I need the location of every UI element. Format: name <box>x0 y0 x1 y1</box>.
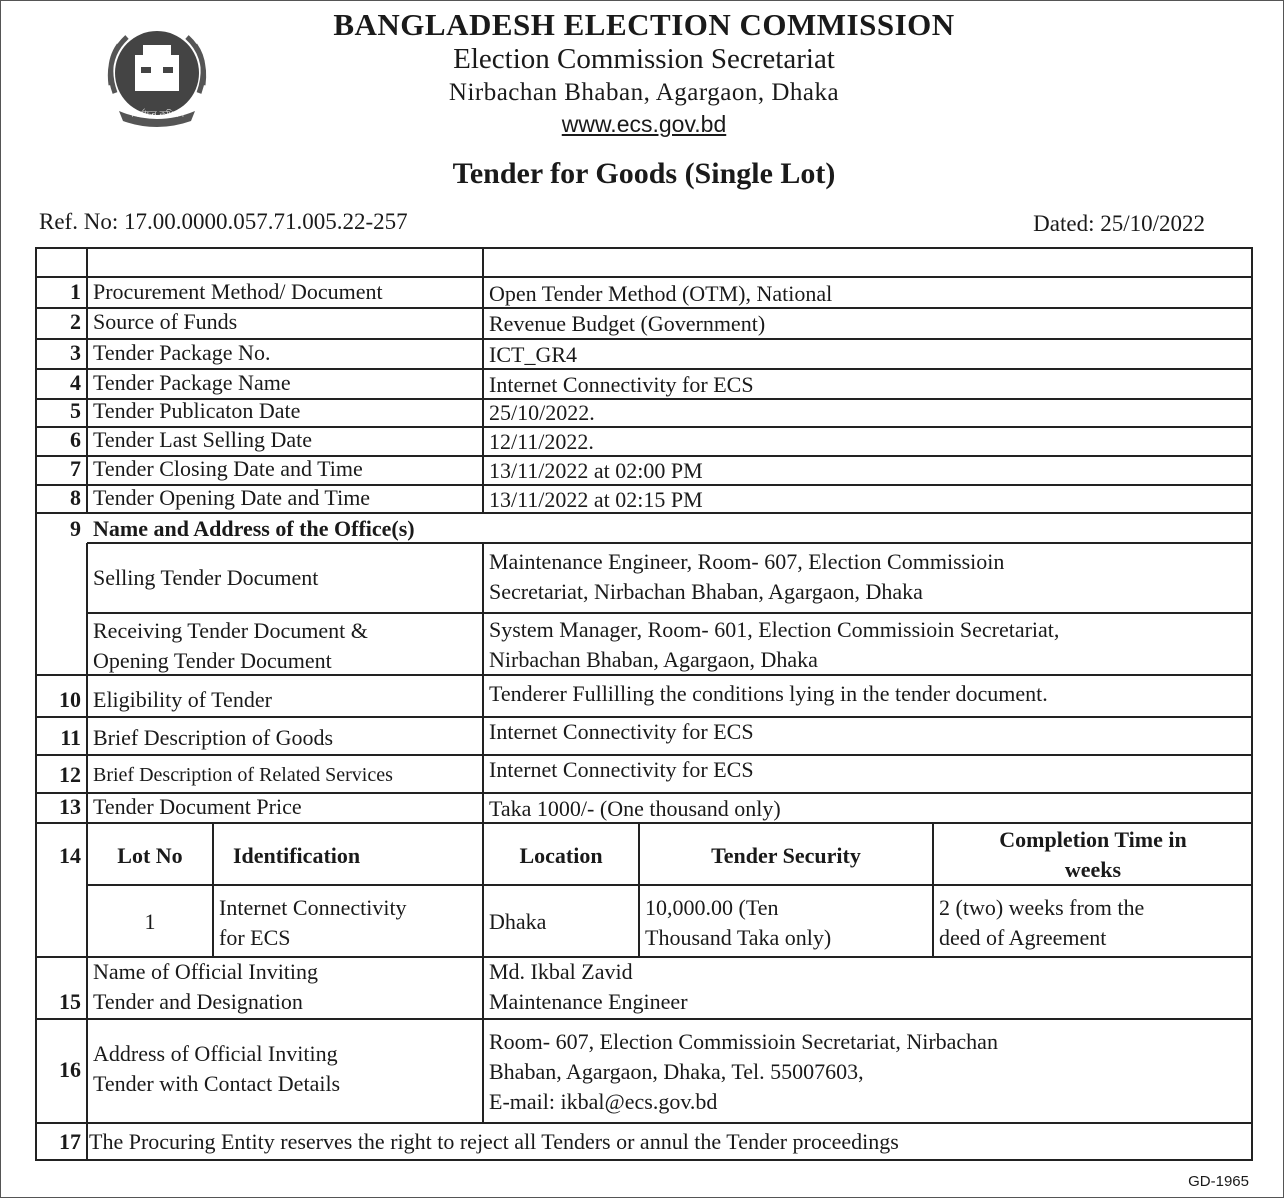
contact-address-line1: Room- 607, Election Commissioin Secretariat, Nirbachan <box>489 1029 998 1054</box>
row-value: 12/11/2022. <box>489 429 594 454</box>
row-number: 7 <box>70 456 81 481</box>
lot-completion-line1: 2 (two) weeks from the <box>939 895 1145 920</box>
row-number: 11 <box>60 725 81 750</box>
row-label: Tender Closing Date and Time <box>93 456 363 481</box>
row-number: 1 <box>70 279 81 304</box>
row-number: 12 <box>59 762 81 787</box>
completion-header-line2: weeks <box>1064 857 1122 882</box>
lot-number: 1 <box>144 909 156 934</box>
row-value: ICT_GR4 <box>489 342 577 367</box>
reservation-clause: The Procuring Entity reserves the right to reject all Tenders or annul the Tender proceedings <box>89 1129 899 1154</box>
row-label: Tender Opening Date and Time <box>93 485 371 510</box>
row-number: 17 <box>59 1129 81 1154</box>
lot-security-line1: 10,000.00 (Ten <box>645 895 779 920</box>
row-label: Procurement Method/ Document <box>93 279 383 304</box>
row-number: 16 <box>59 1057 81 1082</box>
secretariat-name: Election Commission Secretariat <box>453 43 835 75</box>
services-description-value: Internet Connectivity for ECS <box>489 757 754 782</box>
receiving-value-line2: Nirbachan Bhaban, Agargaon, Dhaka <box>489 647 818 672</box>
services-description-label: Brief Description of Related Services <box>93 764 393 786</box>
location-header: Location <box>519 843 603 868</box>
org-address: Nirbachan Bhaban, Agargaon, Dhaka <box>448 79 840 106</box>
row-value: 13/11/2022 at 02:00 PM <box>489 458 703 483</box>
official-label-line1: Name of Official Inviting <box>93 959 319 984</box>
eligibility-label: Eligibility of Tender <box>93 687 272 712</box>
website-link[interactable]: www.ecs.gov.bd <box>561 111 727 137</box>
selling-label: Selling Tender Document <box>93 565 319 590</box>
official-name: Md. Ikbal Zavid <box>489 959 633 984</box>
eligibility-value: Tenderer Fullilling the conditions lying in the tender document. <box>489 681 1048 706</box>
row-value: Revenue Budget (Government) <box>489 311 766 336</box>
goods-description-label: Brief Description of Goods <box>93 725 334 750</box>
official-label-line2: Tender and Designation <box>93 989 303 1014</box>
row-label: Tender Publicaton Date <box>93 398 301 423</box>
notice-date: Dated: 25/10/2022 <box>1033 211 1205 236</box>
reference-number: Ref. No: 17.00.0000.057.71.005.22-257 <box>39 209 408 234</box>
row-number: 8 <box>70 485 81 510</box>
row-number: 2 <box>70 309 81 334</box>
row-label: Tender Last Selling Date <box>93 427 313 452</box>
lot-location: Dhaka <box>489 909 547 934</box>
row-value: Open Tender Method (OTM), National <box>489 281 833 306</box>
contact-address-line2: Bhaban, Agargaon, Dhaka, Tel. 55007603, <box>489 1059 864 1084</box>
row-number: 3 <box>70 340 81 365</box>
lot-completion-line2: deed of Agreement <box>939 925 1107 950</box>
receiving-label-line2: Opening Tender Document <box>93 648 332 673</box>
row-label: Tender Package No. <box>93 340 271 365</box>
row-number: 5 <box>70 398 81 423</box>
logo-ribbon-text: নির্বাচন কমিশন <box>131 110 185 120</box>
lot-identification-line2: for ECS <box>219 925 291 950</box>
identification-header: Identification <box>233 843 361 868</box>
contact-email: E-mail: ikbal@ecs.gov.bd <box>489 1089 718 1114</box>
row-number: 4 <box>70 370 81 395</box>
goods-description-value: Internet Connectivity for ECS <box>489 719 754 744</box>
row-label: Source of Funds <box>93 309 238 334</box>
lot-identification-line1: Internet Connectivity <box>219 895 407 920</box>
row-number: 14 <box>59 843 81 868</box>
contact-label-line1: Address of Official Inviting <box>93 1041 338 1066</box>
lot-no-header: Lot No <box>117 843 183 868</box>
tender-security-header: Tender Security <box>711 843 861 868</box>
row-value: Internet Connectivity for ECS <box>489 372 754 397</box>
offices-heading: Name and Address of the Office(s) <box>93 516 415 541</box>
notice-title: Tender for Goods (Single Lot) <box>452 157 836 190</box>
row-value: 13/11/2022 at 02:15 PM <box>489 487 703 512</box>
receiving-value-line1: System Manager, Room- 601, Election Commissioin Secretariat, <box>489 617 1060 642</box>
row-label: Tender Package Name <box>93 370 291 395</box>
receiving-label-line1: Receiving Tender Document & <box>93 618 368 643</box>
lot-security-line2: Thousand Taka only) <box>645 925 832 950</box>
org-name: BANGLADESH ELECTION COMMISSION <box>333 7 955 42</box>
selling-value-line2: Secretariat, Nirbachan Bhaban, Agargaon, Dhaka <box>489 579 923 604</box>
contact-label-line2: Tender with Contact Details <box>93 1071 341 1096</box>
gd-code: GD-1965 <box>1188 1173 1249 1190</box>
selling-value-line1: Maintenance Engineer, Room- 607, Election Commissioin <box>489 549 1005 574</box>
row-number: 6 <box>70 427 81 452</box>
row-value: 25/10/2022. <box>489 400 595 425</box>
official-designation: Maintenance Engineer <box>489 989 688 1014</box>
completion-header-line1: Completion Time in <box>999 827 1187 852</box>
row-number: 13 <box>59 794 81 819</box>
document-price-label: Tender Document Price <box>93 794 302 819</box>
row-number: 10 <box>59 687 81 712</box>
row-number: 15 <box>59 989 81 1014</box>
row-number: 9 <box>70 516 81 541</box>
tender-table <box>35 247 1253 1161</box>
document-price-value: Taka 1000/- (One thousand only) <box>489 796 781 821</box>
